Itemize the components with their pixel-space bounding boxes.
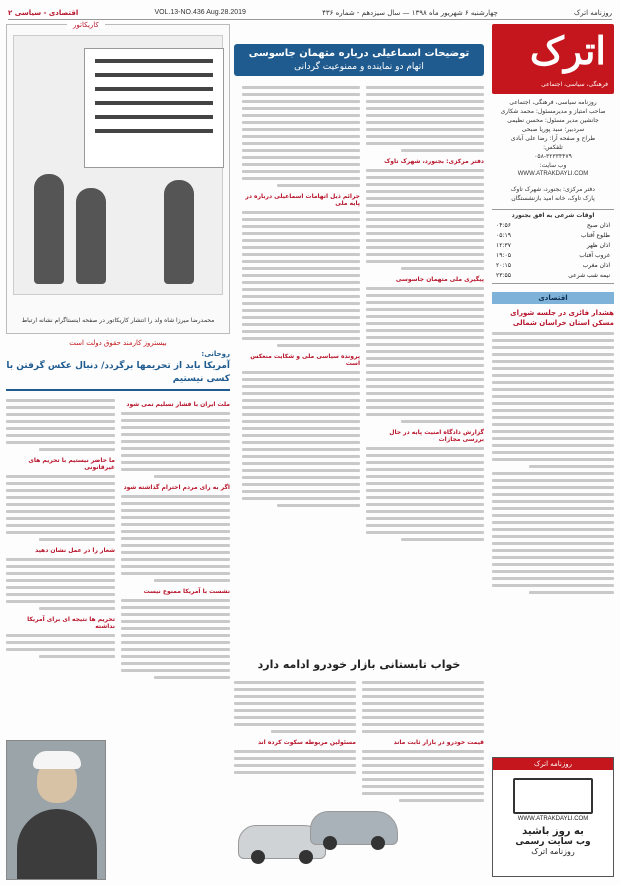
prayer-time: ۰۵:۱۹: [496, 232, 511, 239]
prayer-time: ۲۰:۱۵: [496, 262, 511, 269]
prayer-time: ۱۲:۳۷: [496, 242, 511, 249]
cartoon-box: [6, 21, 230, 347]
article-subhead: قیمت خودرو در بازار ثابت ماند: [393, 739, 484, 746]
prayer-name: طلوع آفتاب: [580, 232, 610, 239]
prayer-name: غروب آفتاب: [579, 252, 610, 259]
masthead-line: تلفکس:: [543, 144, 563, 151]
volume-number: VOL.13-NO.436 Aug.28.2019: [154, 9, 246, 16]
page-header: [8, 6, 612, 20]
article-subhead: نشست با آمریکا ممنوع نیست: [143, 588, 230, 595]
cartoon-figure: [164, 180, 194, 284]
masthead-url[interactable]: WWW.ATRAKDAYLI.COM: [517, 171, 589, 177]
newspaper-logo: [492, 24, 614, 94]
prayer-header: اوقات شرعی به افق بجنورد: [511, 212, 595, 219]
ad-line: به روز باشید: [522, 826, 584, 837]
rouhani-photo: [6, 740, 106, 880]
masthead-line: روزنامه سیاسی، فرهنگی، اجتماعی: [509, 99, 597, 106]
masthead-line: جانشین مدیر مسئول: محسن نظیمی: [507, 117, 599, 124]
lead-article-column: [366, 82, 484, 653]
cars-photo: [238, 791, 418, 871]
car-image: [310, 811, 398, 845]
article-subhead: شعار را در عمل نشان دهید: [35, 547, 115, 554]
cartoon-sign: [84, 48, 224, 168]
ad-line: روزنامه اترک: [531, 847, 575, 856]
prayer-times: [492, 209, 614, 284]
cartoon-figure: [34, 174, 64, 284]
lead-article-column: [242, 82, 360, 653]
article-subhead: جرائم ذیل اتهامات اسماعیلی درباره در پایه ملی: [245, 193, 360, 207]
prayer-name: اذان مغرب: [582, 262, 610, 269]
office-line: دفتر مرکزی: بجنورد، شهرک تاوک: [511, 186, 595, 193]
rouhani-article: [6, 350, 230, 880]
article-column: [362, 677, 484, 802]
article-body: [6, 395, 230, 679]
prayer-row: [496, 261, 610, 271]
article-title[interactable]: خواب تابستانی بازار خودرو ادامه دارد: [257, 658, 461, 671]
prayer-name: اذان ظهر: [586, 242, 610, 249]
masthead-line: وب سایت:: [539, 162, 567, 169]
auto-market-article: [234, 658, 484, 877]
section-label: اقتصادی - سیاسی ۲: [8, 8, 79, 17]
prayer-row: [496, 271, 610, 281]
economy-article-title[interactable]: هشدار فائزی در جلسه شورای مسکن استان خراسان شمالی: [510, 309, 614, 327]
article-subhead: ما حاضر نیستیم با تحریم های غیرقانونی: [28, 457, 115, 471]
prayer-time: ۱۹:۰۵: [496, 252, 511, 259]
masthead-phone: ۰۵۸-۳۲۳۳۴۴۷۹: [534, 153, 572, 160]
prayer-row: [496, 241, 610, 251]
prayer-row: [496, 251, 610, 261]
prayer-time: ۲۳:۵۵: [496, 272, 511, 279]
masthead-line: سردبیر: سید پوریا صبحی: [521, 126, 585, 133]
lead-title: توضیحات اسماعیلی درباره متهمان جاسوسی: [248, 48, 470, 59]
cartoon-figure: [76, 188, 106, 284]
economy-article-body: [492, 332, 614, 594]
cartoon-credit: بیستروز کارمند حقوق دولت است: [69, 339, 167, 347]
cartoon-caption: محمدرضا میرزا شاه ولد را انتشار کاریکاتور در صفحه اینستاگرام نشانه ارتباط: [21, 317, 215, 324]
section-economy: اقتصادی: [492, 292, 614, 304]
newspaper-tag: روزنامه اترک: [574, 8, 612, 17]
office-line: پارک تاوک، خانه امید بازنشستگان: [511, 195, 595, 202]
logo-text: اترک: [529, 28, 606, 73]
masthead-line: صاحب امتیاز و مدیرمسئول: محمد شکاری: [500, 108, 606, 115]
article-subhead: دفتر مرکزی: بجنورد، شهرک تاوک: [384, 158, 484, 165]
lead-headline-box[interactable]: [234, 44, 484, 76]
ad-header: روزنامه اترک: [493, 758, 613, 770]
cartoon-label: کاریکاتور: [67, 21, 105, 29]
title-rule: [6, 389, 230, 391]
article-title[interactable]: آمریکا باید از تحریمها برگردد/ دنبال عکس گرفتن با کسی نیستیم: [6, 361, 230, 384]
website-ad[interactable]: [492, 757, 614, 877]
laptop-icon: [513, 778, 593, 814]
article-body: [234, 677, 484, 802]
prayer-time: ۰۴:۵۶: [496, 222, 511, 229]
ad-url[interactable]: WWW.ATRAKDAYLI.COM: [517, 816, 589, 822]
issue-date: چهارشنبه ۶ شهریور ماه ۱۳۹۸ — سال سیزدهم - شماره ۴۳۶: [322, 8, 498, 17]
prayer-row: [496, 231, 610, 241]
prayer-row: [496, 221, 610, 231]
article-subhead: پیگیری ملی متهمان جاسوسی: [395, 276, 484, 283]
masthead: [492, 98, 614, 179]
article-subhead: تحریم ها نتیجه ای برای آمریکا نداشته: [27, 616, 115, 630]
article-subhead: اگر به رای مردم احترام گذاشته شود: [123, 484, 230, 491]
article-subhead: گزارش دادگاه امنیت پایه در حال بررسی مجازات: [389, 429, 484, 443]
sidebar: [492, 24, 614, 877]
article-column: [121, 395, 230, 679]
article-subhead: مسئولین مربوطه سکوت کرده اند: [257, 739, 356, 746]
masthead-line: طراح و صفحه آرا: رضا علی آبادی: [510, 135, 596, 142]
article-subhead: ملت ایران با فشار تسلیم نمی شود: [126, 401, 230, 408]
article-column: [234, 677, 356, 802]
article-column: [6, 395, 115, 679]
ad-line: وب سایت رسمی: [515, 837, 591, 847]
prayer-name: اذان صبح: [586, 222, 610, 229]
office-address: [492, 185, 614, 203]
cartoon-illustration: [13, 35, 223, 295]
lead-subtitle: اتهام دو نماینده و ممنوعیت گردانی: [294, 62, 424, 72]
article-subhead: پرونده سیاسی ملی و شکایت منعکس است: [250, 353, 360, 367]
logo-subtitle: فرهنگی، سیاسی، اجتماعی: [541, 81, 608, 88]
article-kicker: روحانی:: [201, 350, 230, 358]
prayer-name: نیمه شب شرعی: [568, 272, 610, 279]
